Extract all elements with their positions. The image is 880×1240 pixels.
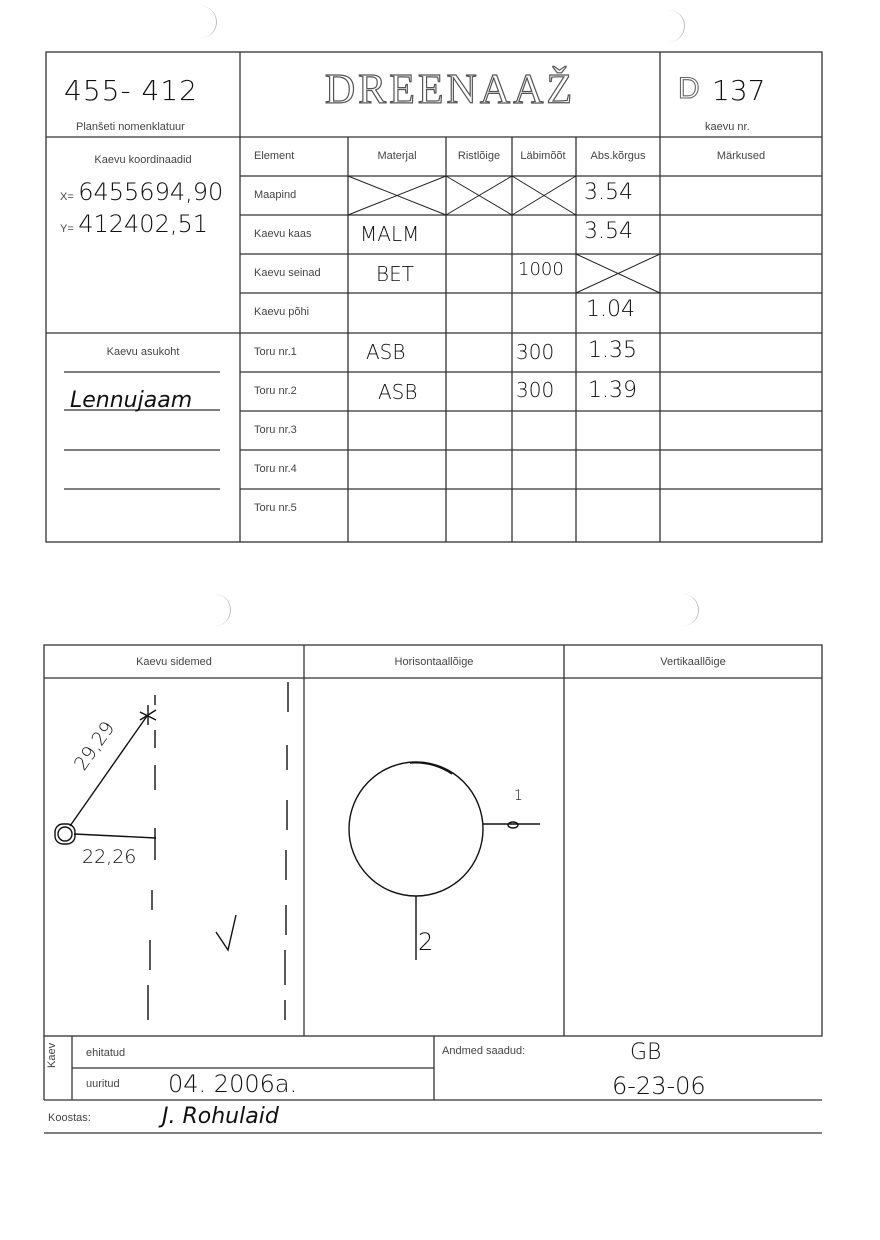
header-cross-section: Ristlõige: [457, 150, 501, 162]
row-diameter: 1000: [518, 259, 564, 280]
vertical-section-label: Vertikaallõige: [660, 656, 726, 668]
surveyed-label: uuritud: [86, 1078, 120, 1090]
row-diameter: 300: [516, 340, 555, 364]
coordinates-label: Kaevu koordinaadid: [94, 154, 192, 166]
sheet-nomenclature-value: 455- 412: [64, 74, 198, 107]
data-received-label: Andmed saadud:: [442, 1045, 526, 1057]
row-element: Toru nr.4: [254, 463, 297, 475]
header-notes: Märkused: [716, 150, 766, 162]
well-number-value: 137: [712, 74, 766, 107]
horizontal-section-sketch: [349, 762, 540, 960]
header-diameter: Läbimõõt: [520, 150, 566, 162]
row-material: ASB: [366, 340, 406, 364]
header-abs-height: Abs.kõrgus: [590, 150, 646, 162]
compiled-label: Koostas:: [48, 1112, 91, 1124]
row-element: Toru nr.2: [254, 385, 297, 397]
row-material: BET: [376, 262, 414, 286]
coordinate-x-value: 6455694,90: [78, 178, 224, 206]
side-label: Kaev: [46, 1042, 58, 1068]
row-element: Toru nr.5: [254, 502, 297, 514]
compiled-value: J. Rohulaid: [162, 1104, 279, 1129]
location-value: Lennujaam: [70, 388, 193, 413]
row-abs-height: 3.54: [584, 180, 633, 205]
surveyed-value: 04. 2006a.: [168, 1070, 298, 1098]
header-material: Materjal: [377, 150, 417, 162]
well-number-prefix: D: [678, 72, 700, 105]
row-abs-height: 3.54: [584, 219, 633, 244]
data-received-date: 6-23-06: [612, 1072, 706, 1100]
horizontal-section-label: Horisontaallõige: [394, 656, 474, 668]
coordinate-x: [60, 178, 223, 206]
pipe-1-label: 1: [514, 788, 523, 804]
row-abs-height: 1.35: [588, 338, 637, 363]
coordinate-x-prefix: X=: [60, 191, 74, 203]
coordinate-y-value: 412402,51: [78, 210, 209, 238]
coordinate-y-prefix: Y=: [60, 223, 74, 235]
link-distance-2: 22,26: [82, 846, 137, 868]
row-element: Toru nr.3: [254, 424, 297, 436]
row-abs-height: 1.39: [588, 378, 637, 403]
link-distance-1: 29,29: [70, 717, 120, 775]
row-element: Kaevu kaas: [254, 228, 312, 240]
row-diameter: 300: [516, 378, 555, 402]
row-element: Maapind: [254, 189, 297, 201]
location-label: Kaevu asukoht: [106, 346, 180, 358]
row-element: Toru nr.1: [254, 346, 297, 358]
header-element: Element: [254, 150, 295, 162]
row-abs-height: 1.04: [586, 297, 635, 322]
pipe-2-label: 2: [418, 928, 434, 956]
row-material: ASB: [378, 380, 418, 404]
coordinate-y: [60, 210, 208, 238]
sheet-nomenclature-label: Planšeti nomenklatuur: [76, 121, 185, 133]
data-received-value: GB: [630, 1040, 662, 1065]
row-material: MALM: [360, 222, 420, 246]
built-label: ehitatud: [86, 1047, 126, 1059]
page-title: DREENAAŽ: [324, 67, 576, 113]
links-panel-label: Kaevu sidemed: [136, 656, 212, 668]
row-element: Kaevu seinad: [254, 267, 321, 279]
row-element: Kaevu põhi: [254, 306, 310, 318]
well-number-label: kaevu nr.: [705, 121, 750, 133]
